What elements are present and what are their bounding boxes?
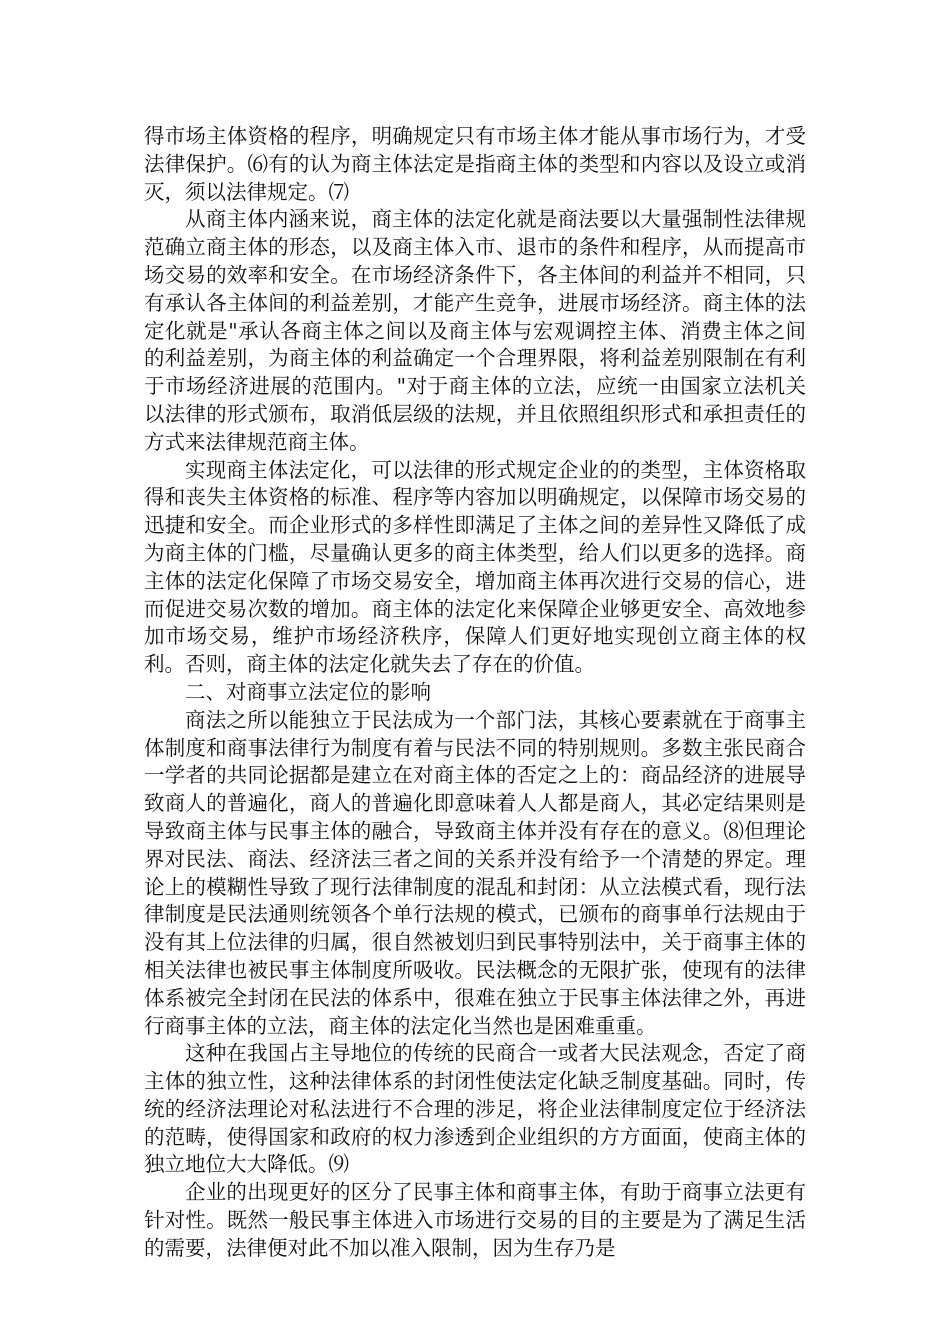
paragraph-3: 实现商主体法定化，可以法律的形式规定企业的的类型，主体资格取得和丧失主体资格的标准、程序等内容加以明确规定，以保障市场交易的迅捷和安全。而企业形式的多样性即满足了主体之间的差异性又降低了成为商主体的门槛，尽量确认更多的商主体类型，给人们以更多的选择。商主体的法定化保障了市场交易安全，增加商主体再次进行交易的信心，进而促进交易次数的增加。商主体的法定化来保障企业够更安全、高效地参加市场交易，维护市场经济秩序，保障人们更好地实现创立商主体的权利。否则，商主体的法定化就失去了存在的价值。	[144, 457, 806, 677]
document-page	[144, 123, 806, 1263]
section-heading: 二、对商事立法定位的影响	[185, 679, 431, 704]
paragraph-4: 商法之所以能独立于民法成为一个部门法，其核心要素就在于商事主体制度和商事法律行为制度有着与民法不同的特别规则。多数主张民商合一学者的共同论据都是建立在对商主体的否定之上的：商品经济的进展导致商人的普遍化，商人的普遍化即意味着人人都是商人，其必定结果则是导致商主体与民事主体的融合，导致商主体并没有存在的意义。⑻但理论界对民法、商法、经济法三者之间的关系并没有给予一个清楚的界定。理论上的模糊性导致了现行法律制度的混乱和封闭：从立法模式看，现行法律制度是民法通则统领各个单行法规的模式，已颁布的商事单行法规由于没有其上位法律的归属，很自然被划归到民事特别法中，关于商事主体的相关法律也被民事主体制度所吸收。民法概念的无限扩张，使现有的法律体系被完全封闭在民法的体系中，很难在独立于民事主体法律之外，再进行商事主体的立法，商主体的法定化当然也是困难重重。	[144, 707, 806, 1038]
paragraph-2: 从商主体内涵来说，商主体的法定化就是商法要以大量强制性法律规范确立商主体的形态，以及商主体入市、退市的条件和程序，从而提高市场交易的效率和安全。在市场经济条件下，各主体间的利益并不相同，只有承认各主体间的利益差别，才能产生竞争，进展市场经济。商主体的法定化就是"承认各商主体之间以及商主体与宏观调控主体、消费主体之间的利益差别，为商主体的利益确定一个合理界限，将利益差别限制在有利于市场经济进展的范围内。"对于商主体的立法，应统一由国家立法机关以法律的形式颁布，取消低层级的法规，并且依照组织形式和承担责任的方式来法律规范商主体。	[144, 207, 806, 454]
paragraph-5: 这种在我国占主导地位的传统的民商合一或者大民法观念，否定了商主体的独立性，这种法律体系的封闭性使法定化缺乏制度基础。同时，传统的经济法理论对私法进行不合理的涉足，将企业法律制度定位于经济法的范畴，使得国家和政府的权力渗透到企业组织的方方面面，使商主体的独立地位大大降低。⑼	[144, 1041, 806, 1177]
paragraph-1: 得市场主体资格的程序，明确规定只有市场主体才能从事市场行为，才受法律保护。⑹有的认为商主体法定是指商主体的类型和内容以及设立或消灭，须以法律规定。⑺	[144, 124, 806, 204]
paragraph-6: 企业的出现更好的区分了民事主体和商事主体，有助于商事立法更有针对性。既然一般民事主体进入市场进行交易的目的主要是为了满足生活的需要，法律便对此不加以准入限制，因为生存乃是	[144, 1180, 806, 1260]
